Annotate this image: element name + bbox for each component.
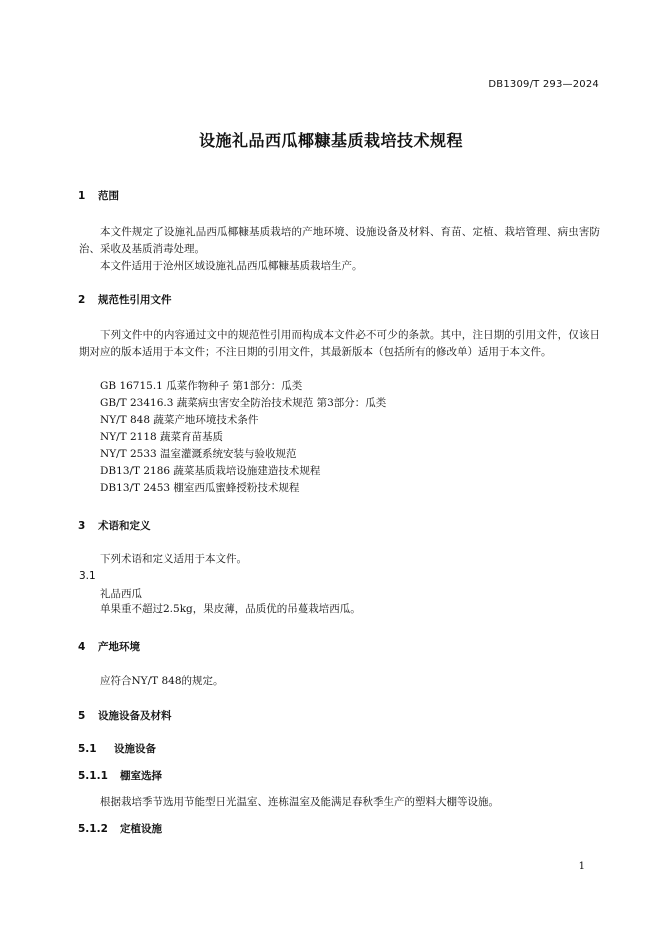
section-number: 2 — [78, 294, 86, 306]
section-5-1-1-heading — [78, 768, 162, 783]
section-number: 5.1.2 — [78, 823, 108, 835]
greenhouse-paragraph: 根据栽培季节选用节能型日光温室、连栋温室及能满足春秋季生产的塑料大棚等设施。 — [100, 796, 499, 808]
reference-item: DB13/T 2186 蔬菜基质栽培设施建造技术规程 — [100, 465, 321, 477]
term-definition: 单果重不超过2.5kg，果皮薄，品质优的吊蔓栽培西瓜。 — [100, 603, 361, 615]
references-intro: 下列文件中的内容通过文中的规范性引用而构成本文件必不可少的条款。其中，注日期的引用文件，仅该日期对应的版本适用于本文件；不注日期的引用文件，其最新版本（包括所有的修改单）适用于本文件。 — [79, 329, 600, 358]
section-title: 范围 — [98, 190, 119, 202]
section-4-heading — [78, 639, 140, 654]
section-5-heading — [78, 708, 172, 723]
reference-item: NY/T 2533 温室灌溉系统安装与验收规范 — [100, 448, 297, 460]
section-title: 定植设施 — [120, 823, 162, 835]
section-1-heading — [78, 188, 119, 203]
reference-item: NY/T 2118 蔬菜育苗基质 — [100, 431, 224, 443]
section-title: 设施设备及材料 — [98, 710, 172, 722]
section-3-heading — [78, 518, 151, 533]
section-5-1-heading — [78, 741, 156, 756]
section-title: 产地环境 — [98, 641, 140, 653]
environment-paragraph: 应符合NY/T 848的规定。 — [100, 675, 224, 687]
page-number: 1 — [578, 861, 585, 872]
standard-code: DB1309/T 293—2024 — [488, 79, 599, 90]
section-number: 3 — [78, 520, 86, 532]
section-title: 规范性引用文件 — [98, 294, 172, 306]
reference-item: GB/T 23416.3 蔬菜病虫害安全防治技术规范 第3部分：瓜类 — [100, 397, 387, 409]
reference-item: DB13/T 2453 棚室西瓜蜜蜂授粉技术规程 — [100, 482, 300, 494]
section-2-heading — [78, 292, 172, 307]
reference-item: NY/T 848 蔬菜产地环境技术条件 — [100, 414, 259, 426]
section-number: 5.1.1 — [78, 770, 108, 782]
scope-paragraph-1: 本文件规定了设施礼品西瓜椰糠基质栽培的产地环境、设施设备及材料、育苗、定植、栽培管理、病虫害防治、采收及基质消毒处理。 — [79, 226, 600, 255]
section-number: 5 — [78, 710, 86, 722]
scope-paragraph-2: 本文件适用于沧州区域设施礼品西瓜椰糠基质栽培生产。 — [100, 260, 363, 272]
section-number: 1 — [78, 190, 86, 202]
term-number: 3.1 — [79, 570, 96, 582]
section-number: 5.1 — [78, 743, 97, 755]
section-title: 术语和定义 — [98, 520, 151, 532]
reference-item: GB 16715.1 瓜菜作物种子 第1部分：瓜类 — [100, 380, 303, 392]
section-title: 设施设备 — [114, 743, 156, 755]
terms-intro: 下列术语和定义适用于本文件。 — [100, 553, 247, 565]
term-name: 礼品西瓜 — [100, 588, 142, 600]
section-5-1-2-heading — [78, 821, 162, 836]
section-title: 棚室选择 — [120, 770, 162, 782]
section-number: 4 — [78, 641, 86, 653]
document-title: 设施礼品西瓜椰糠基质栽培技术规程 — [198, 131, 463, 150]
